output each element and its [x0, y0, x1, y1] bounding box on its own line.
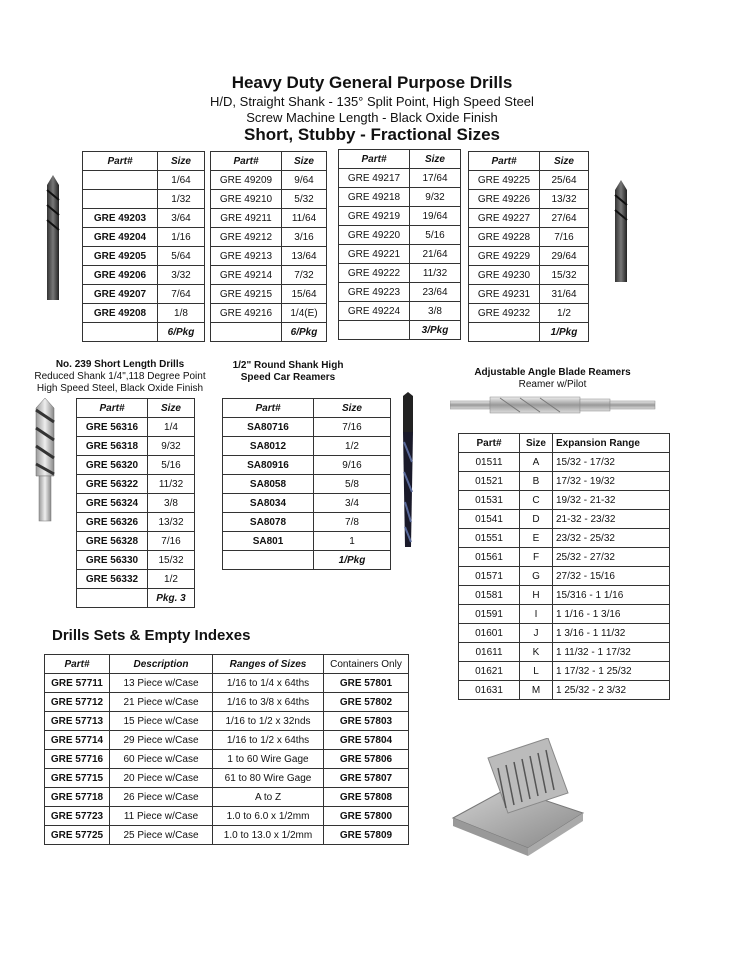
description-cell: 60 Piece w/Case	[110, 750, 213, 769]
part-cell: GRE 49208	[83, 304, 158, 323]
table-row	[45, 769, 409, 788]
container-cell: GRE 57804	[324, 731, 409, 750]
part-cell: GRE 49218	[339, 188, 410, 207]
col-header-part: Part#	[469, 152, 540, 171]
part-cell: GRE 56330	[77, 551, 148, 570]
part-cell: GRE 49213	[211, 247, 282, 266]
size-cell: G	[520, 567, 553, 586]
part-cell: 01541	[459, 510, 520, 529]
table-row	[459, 453, 670, 472]
part-cell: GRE 49225	[469, 171, 540, 190]
size-cell: 3/8	[148, 494, 195, 513]
table-row	[339, 188, 461, 207]
part-cell: 01571	[459, 567, 520, 586]
part-cell: GRE 57714	[45, 731, 110, 750]
table-row	[77, 532, 195, 551]
col-header-part: Part#	[223, 399, 314, 418]
size-cell: C	[520, 491, 553, 510]
part-cell: GRE 56320	[77, 456, 148, 475]
size-cell: 29/64	[540, 247, 589, 266]
size-cell: 7/16	[148, 532, 195, 551]
size-cell: F	[520, 548, 553, 567]
description-cell: 21 Piece w/Case	[110, 693, 213, 712]
range-cell: 1/16 to 3/8 x 64ths	[213, 693, 324, 712]
part-cell: GRE 56318	[77, 437, 148, 456]
table-row	[459, 529, 670, 548]
description-cell: 15 Piece w/Case	[110, 712, 213, 731]
part-cell: GRE 56328	[77, 532, 148, 551]
car-reamer-image	[395, 392, 421, 552]
pkg-cell: 3/Pkg	[410, 321, 461, 340]
table-row	[339, 302, 461, 321]
table-row	[339, 283, 461, 302]
size-cell: 1/32	[158, 190, 205, 209]
table-row	[339, 245, 461, 264]
size-cell: 11/32	[148, 475, 195, 494]
size-cell: 13/32	[148, 513, 195, 532]
table-row	[45, 693, 409, 712]
table-row	[211, 171, 327, 190]
part-cell: GRE 56316	[77, 418, 148, 437]
range-cell: 1/16 to 1/2 x 64ths	[213, 731, 324, 750]
part-cell: 01561	[459, 548, 520, 567]
size-cell: 7/16	[540, 228, 589, 247]
table-row	[223, 532, 391, 551]
part-cell: GRE 49207	[83, 285, 158, 304]
container-cell: GRE 57803	[324, 712, 409, 731]
table-row	[211, 266, 327, 285]
part-cell: GRE 49222	[339, 264, 410, 283]
description-cell: 20 Piece w/Case	[110, 769, 213, 788]
col-header-part: Part#	[77, 399, 148, 418]
table-row	[45, 750, 409, 769]
part-cell: 01531	[459, 491, 520, 510]
size-cell: 9/64	[282, 171, 327, 190]
table-row	[223, 418, 391, 437]
container-cell: GRE 57809	[324, 826, 409, 845]
part-cell: GRE 49220	[339, 226, 410, 245]
pkg-cell: 1/Pkg	[314, 551, 391, 570]
table-row	[77, 551, 195, 570]
part-cell: SA80716	[223, 418, 314, 437]
table-row	[469, 247, 589, 266]
part-cell: 01551	[459, 529, 520, 548]
adjustable-caption	[455, 367, 650, 391]
size-cell: 15/32	[148, 551, 195, 570]
table-row	[459, 567, 670, 586]
range-cell: 1 25/32 - 2 3/32	[553, 681, 670, 700]
range-cell: 27/32 - 15/16	[553, 567, 670, 586]
size-cell: 3/64	[158, 209, 205, 228]
table-row	[223, 494, 391, 513]
sets-table	[44, 654, 409, 845]
pkg-cell: 1/Pkg	[540, 323, 589, 342]
col-header-part: Part#	[459, 434, 520, 453]
part-cell: GRE 57713	[45, 712, 110, 731]
range-cell: 1 3/16 - 1 11/32	[553, 624, 670, 643]
col-header-size: Size	[410, 150, 461, 169]
size-cell: I	[520, 605, 553, 624]
size-cell: 9/32	[148, 437, 195, 456]
reamers-title-2: Speed Car Reamers	[240, 372, 336, 383]
part-cell: GRE 49231	[469, 285, 540, 304]
part-cell: SA8012	[223, 437, 314, 456]
table-row	[223, 456, 391, 475]
part-cell: GRE 49228	[469, 228, 540, 247]
size-cell: 11/64	[282, 209, 327, 228]
size-cell: 1/16	[158, 228, 205, 247]
range-cell: 1 to 60 Wire Gage	[213, 750, 324, 769]
size-cell: 1/2	[148, 570, 195, 589]
part-cell: GRE 57718	[45, 788, 110, 807]
description-cell: 11 Piece w/Case	[110, 807, 213, 826]
col-header-size: Size	[540, 152, 589, 171]
size-cell: 5/64	[158, 247, 205, 266]
table-row	[339, 169, 461, 188]
range-cell: 19/32 - 21-32	[553, 491, 670, 510]
table-row	[469, 190, 589, 209]
col-header-size: Size	[314, 399, 391, 418]
table-row	[459, 586, 670, 605]
size-cell: 3/16	[282, 228, 327, 247]
container-cell: GRE 57807	[324, 769, 409, 788]
table-row	[459, 491, 670, 510]
part-cell: GRE 57716	[45, 750, 110, 769]
table-row	[223, 513, 391, 532]
part-cell: GRE 56322	[77, 475, 148, 494]
size-cell: 5/16	[410, 226, 461, 245]
adjustable-subtitle: Reamer w/Pilot	[518, 379, 587, 390]
table-row	[83, 285, 205, 304]
col-header-size: Size	[520, 434, 553, 453]
size-cell: 15/64	[282, 285, 327, 304]
table-row	[45, 826, 409, 845]
size-cell: H	[520, 586, 553, 605]
part-cell: 01581	[459, 586, 520, 605]
pkg-cell: 6/Pkg	[282, 323, 327, 342]
part-cell: GRE 56324	[77, 494, 148, 513]
part-cell: GRE 49217	[339, 169, 410, 188]
range-cell: 61 to 80 Wire Gage	[213, 769, 324, 788]
col-header-description: Description	[110, 655, 213, 674]
part-cell: SA8078	[223, 513, 314, 532]
container-cell: GRE 57802	[324, 693, 409, 712]
adjustable-table	[458, 433, 670, 700]
table-row	[211, 190, 327, 209]
range-cell: 1 1/16 - 1 3/16	[553, 605, 670, 624]
part-cell: 01611	[459, 643, 520, 662]
size-cell: 13/32	[540, 190, 589, 209]
table-row	[459, 472, 670, 491]
range-cell: 1/16 to 1/2 x 32nds	[213, 712, 324, 731]
size-cell: 1/4(E)	[282, 304, 327, 323]
range-cell: 17/32 - 19/32	[553, 472, 670, 491]
part-cell: SA8058	[223, 475, 314, 494]
range-cell: 1 17/32 - 1 25/32	[553, 662, 670, 681]
size-cell: 5/8	[314, 475, 391, 494]
table-row	[211, 247, 327, 266]
reamers-table	[222, 398, 391, 570]
part-cell: GRE 49205	[83, 247, 158, 266]
short239-line2: High Speed Steel, Black Oxide Finish	[36, 383, 204, 394]
drill-bit-image-left	[42, 175, 64, 305]
part-cell: GRE 57712	[45, 693, 110, 712]
part-cell: 01631	[459, 681, 520, 700]
reamers-title: 1/2" Round Shank High	[232, 360, 344, 371]
header-line-2: Screw Machine Length - Black Oxide Finish	[246, 110, 498, 125]
table-row	[83, 209, 205, 228]
table-row	[45, 788, 409, 807]
part-cell: GRE 49210	[211, 190, 282, 209]
table-row	[211, 228, 327, 247]
table-row	[45, 807, 409, 826]
table-row	[77, 418, 195, 437]
range-cell: 21-32 - 23/32	[553, 510, 670, 529]
part-cell: GRE 49219	[339, 207, 410, 226]
size-cell: 7/8	[314, 513, 391, 532]
size-cell: M	[520, 681, 553, 700]
size-cell: 25/64	[540, 171, 589, 190]
part-cell: GRE 56332	[77, 570, 148, 589]
part-cell	[83, 171, 158, 190]
range-cell: A to Z	[213, 788, 324, 807]
description-cell: 26 Piece w/Case	[110, 788, 213, 807]
size-cell: 13/64	[282, 247, 327, 266]
part-cell: GRE 56326	[77, 513, 148, 532]
col-header-part: Part#	[45, 655, 110, 674]
table-row	[459, 662, 670, 681]
part-cell: GRE 49223	[339, 283, 410, 302]
size-cell: 9/32	[410, 188, 461, 207]
part-cell: 01621	[459, 662, 520, 681]
stubby-table-3	[338, 149, 461, 340]
range-cell: 23/32 - 25/32	[553, 529, 670, 548]
size-cell: 19/64	[410, 207, 461, 226]
part-cell: GRE 49203	[83, 209, 158, 228]
part-cell: GRE 49209	[211, 171, 282, 190]
sets-title: Drills Sets & Empty Indexes	[52, 627, 251, 644]
part-cell: GRE 49212	[211, 228, 282, 247]
table-row	[469, 266, 589, 285]
range-cell: 1.0 to 13.0 x 1/2mm	[213, 826, 324, 845]
part-cell: GRE 49226	[469, 190, 540, 209]
container-cell: GRE 57801	[324, 674, 409, 693]
table-row	[459, 605, 670, 624]
table-row	[77, 456, 195, 475]
size-cell: B	[520, 472, 553, 491]
container-cell: GRE 57806	[324, 750, 409, 769]
size-cell: 5/32	[282, 190, 327, 209]
table-row	[469, 209, 589, 228]
size-cell: 17/64	[410, 169, 461, 188]
range-cell: 1.0 to 6.0 x 1/2mm	[213, 807, 324, 826]
part-cell: GRE 57711	[45, 674, 110, 693]
table-row	[459, 643, 670, 662]
page-title: Heavy Duty General Purpose Drills	[231, 73, 513, 92]
part-cell: GRE 57725	[45, 826, 110, 845]
size-cell: 1/2	[540, 304, 589, 323]
col-header-part: Part#	[83, 152, 158, 171]
size-cell: K	[520, 643, 553, 662]
range-cell: 15/32 - 17/32	[553, 453, 670, 472]
reamers-caption	[218, 360, 358, 384]
part-cell: GRE 49230	[469, 266, 540, 285]
stubby-table-2	[210, 151, 327, 342]
table-row	[77, 494, 195, 513]
table-row	[83, 266, 205, 285]
size-cell: 9/16	[314, 456, 391, 475]
part-cell: SA80916	[223, 456, 314, 475]
table-row	[469, 304, 589, 323]
table-row	[459, 681, 670, 700]
col-header-ranges: Ranges of Sizes	[213, 655, 324, 674]
size-cell: 1/4	[148, 418, 195, 437]
table-row	[45, 674, 409, 693]
range-cell: 1 11/32 - 1 17/32	[553, 643, 670, 662]
container-cell: GRE 57800	[324, 807, 409, 826]
size-cell: 3/8	[410, 302, 461, 321]
col-header-range: Expansion Range	[553, 434, 670, 453]
size-cell: 11/32	[410, 264, 461, 283]
table-row	[211, 304, 327, 323]
adjustable-title: Adjustable Angle Blade Reamers	[474, 367, 631, 378]
stubby-table-1	[82, 151, 205, 342]
part-cell: GRE 49215	[211, 285, 282, 304]
part-cell	[83, 190, 158, 209]
table-row	[83, 247, 205, 266]
page-subtitle: Short, Stubby - Fractional Sizes	[244, 125, 500, 144]
size-cell: 1/2	[314, 437, 391, 456]
table-row	[83, 171, 205, 190]
table-row	[77, 437, 195, 456]
table-row	[83, 228, 205, 247]
table-row	[211, 209, 327, 228]
size-cell: 31/64	[540, 285, 589, 304]
size-cell: 1	[314, 532, 391, 551]
part-cell: 01591	[459, 605, 520, 624]
short239-caption	[20, 359, 220, 395]
description-cell: 25 Piece w/Case	[110, 826, 213, 845]
col-header-part: Part#	[211, 152, 282, 171]
description-cell: 29 Piece w/Case	[110, 731, 213, 750]
size-cell: D	[520, 510, 553, 529]
drill-bit-image-right	[610, 180, 632, 285]
table-row	[83, 190, 205, 209]
size-cell: E	[520, 529, 553, 548]
part-cell: GRE 49206	[83, 266, 158, 285]
header-line-1: H/D, Straight Shank - 135° Split Point, High Speed Steel	[210, 94, 534, 109]
part-cell: GRE 49221	[339, 245, 410, 264]
pkg-cell: 6/Pkg	[158, 323, 205, 342]
table-row	[223, 437, 391, 456]
size-cell: 27/64	[540, 209, 589, 228]
short239-title: No. 239 Short Length Drills	[55, 359, 185, 370]
table-row	[45, 712, 409, 731]
part-cell: GRE 49224	[339, 302, 410, 321]
col-header-containers: Containers Only	[324, 655, 409, 674]
stubby-table-4	[468, 151, 589, 342]
size-cell: L	[520, 662, 553, 681]
size-cell: 1/8	[158, 304, 205, 323]
table-row	[339, 207, 461, 226]
table-row	[459, 510, 670, 529]
drill-index-case-image	[448, 738, 588, 858]
table-row	[469, 228, 589, 247]
part-cell: 01521	[459, 472, 520, 491]
short-drill-image	[32, 398, 58, 522]
container-cell: GRE 57808	[324, 788, 409, 807]
size-cell: 3/32	[158, 266, 205, 285]
table-row	[459, 624, 670, 643]
size-cell: 7/32	[282, 266, 327, 285]
part-cell: SA801	[223, 532, 314, 551]
part-cell: SA8034	[223, 494, 314, 513]
size-cell: J	[520, 624, 553, 643]
table-row	[223, 475, 391, 494]
col-header-size: Size	[148, 399, 195, 418]
size-cell: 15/32	[540, 266, 589, 285]
part-cell: GRE 49229	[469, 247, 540, 266]
size-cell: 7/16	[314, 418, 391, 437]
part-cell: GRE 49216	[211, 304, 282, 323]
table-row	[77, 513, 195, 532]
part-cell: 01511	[459, 453, 520, 472]
part-cell: GRE 49227	[469, 209, 540, 228]
size-cell: 23/64	[410, 283, 461, 302]
part-cell: 01601	[459, 624, 520, 643]
part-cell: GRE 49232	[469, 304, 540, 323]
table-row	[77, 475, 195, 494]
part-cell: GRE 57715	[45, 769, 110, 788]
size-cell: 5/16	[148, 456, 195, 475]
table-row	[211, 285, 327, 304]
part-cell: GRE 49204	[83, 228, 158, 247]
table-row	[83, 304, 205, 323]
short239-table	[76, 398, 195, 608]
part-cell: GRE 49214	[211, 266, 282, 285]
table-row	[77, 570, 195, 589]
size-cell: 21/64	[410, 245, 461, 264]
col-header-part: Part#	[339, 150, 410, 169]
range-cell: 25/32 - 27/32	[553, 548, 670, 567]
table-row	[469, 171, 589, 190]
table-row	[339, 264, 461, 283]
blade-reamer-image	[450, 394, 660, 416]
size-cell: A	[520, 453, 553, 472]
col-header-size: Size	[158, 152, 205, 171]
part-cell: GRE 57723	[45, 807, 110, 826]
table-row	[45, 731, 409, 750]
short239-line1: Reduced Shank 1/4",118 Degree Point	[34, 371, 206, 382]
table-row	[469, 285, 589, 304]
size-cell: 1/64	[158, 171, 205, 190]
col-header-size: Size	[282, 152, 327, 171]
range-cell: 15/316 - 1 1/16	[553, 586, 670, 605]
table-row	[339, 226, 461, 245]
part-cell: GRE 49211	[211, 209, 282, 228]
range-cell: 1/16 to 1/4 x 64ths	[213, 674, 324, 693]
size-cell: 7/64	[158, 285, 205, 304]
table-row	[459, 548, 670, 567]
pkg-cell: Pkg. 3	[148, 589, 195, 608]
size-cell: 3/4	[314, 494, 391, 513]
description-cell: 13 Piece w/Case	[110, 674, 213, 693]
